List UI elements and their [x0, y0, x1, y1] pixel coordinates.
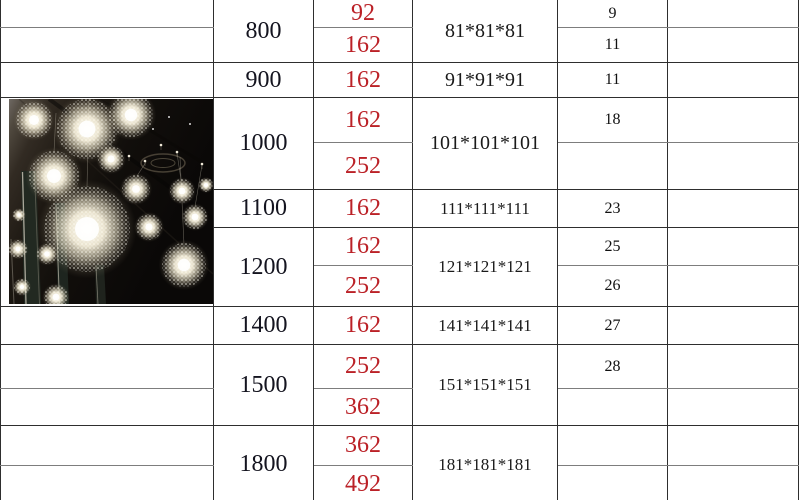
product-photo: [9, 99, 213, 304]
chandelier-photo-graphic: [9, 99, 213, 304]
table-row: [1, 389, 799, 426]
dimension-cell: 141*141*141: [413, 307, 558, 345]
empty-cell: [668, 28, 799, 63]
size-cell: 1400: [214, 307, 314, 345]
power-cell: 362: [314, 389, 413, 426]
table-row: [1, 0, 799, 28]
count-cell: 18: [558, 98, 668, 143]
power-cell: 162: [314, 63, 413, 98]
size-cell: 900: [214, 63, 314, 98]
count-cell: 25: [558, 228, 668, 266]
power-cell: 162: [314, 98, 413, 143]
size-cell: 1100: [214, 190, 314, 228]
dimension-cell: 101*101*101: [413, 98, 558, 190]
power-cell: 162: [314, 190, 413, 228]
power-cell: 492: [314, 466, 413, 500]
power-cell: 362: [314, 426, 413, 466]
table-row: [1, 466, 799, 500]
count-cell: 27: [558, 307, 668, 345]
count-cell: 11: [558, 28, 668, 63]
dimension-cell: 151*151*151: [413, 345, 558, 426]
power-cell: 162: [314, 28, 413, 63]
dimension-cell: 111*111*111: [413, 190, 558, 228]
dimension-cell: 121*121*121: [413, 228, 558, 307]
empty-cell: [668, 426, 799, 466]
spacer-cell: [1, 63, 214, 98]
count-cell: [558, 466, 668, 500]
empty-cell: [668, 466, 799, 500]
empty-cell: [668, 307, 799, 345]
size-cell: 1000: [214, 98, 314, 190]
photo-cell: [1, 98, 214, 307]
power-cell: 92: [314, 0, 413, 28]
size-cell: 1800: [214, 426, 314, 500]
spacer-cell: [1, 389, 214, 426]
table-row: [1, 426, 799, 466]
empty-cell: [668, 143, 799, 190]
spacer-cell: [1, 28, 214, 63]
empty-cell: [668, 266, 799, 307]
size-cell: 1200: [214, 228, 314, 307]
power-cell: 252: [314, 345, 413, 389]
count-cell: [558, 143, 668, 190]
table-row: [1, 345, 799, 389]
count-cell: 26: [558, 266, 668, 307]
power-cell: 252: [314, 143, 413, 190]
dimension-cell: 91*91*91: [413, 63, 558, 98]
empty-cell: [668, 63, 799, 98]
size-cell: 1500: [214, 345, 314, 426]
empty-cell: [668, 190, 799, 228]
table-row: [1, 63, 799, 98]
size-cell: 800: [214, 0, 314, 63]
empty-cell: [668, 389, 799, 426]
power-cell: 162: [314, 307, 413, 345]
count-cell: 23: [558, 190, 668, 228]
spacer-cell: [1, 0, 214, 28]
empty-cell: [668, 0, 799, 28]
spacer-cell: [1, 466, 214, 500]
count-cell: 9: [558, 0, 668, 28]
dimension-cell: 81*81*81: [413, 0, 558, 63]
count-cell: [558, 426, 668, 466]
count-cell: 11: [558, 63, 668, 98]
power-cell: 162: [314, 228, 413, 266]
dimension-cell: 181*181*181: [413, 426, 558, 500]
spacer-cell: [1, 307, 214, 345]
empty-cell: [668, 228, 799, 266]
count-cell: [558, 389, 668, 426]
power-cell: 252: [314, 266, 413, 307]
table-row: [1, 28, 799, 63]
table-row: [1, 307, 799, 345]
empty-cell: [668, 345, 799, 389]
table-row: [1, 98, 799, 143]
count-cell: 28: [558, 345, 668, 389]
empty-cell: [668, 98, 799, 143]
spacer-cell: [1, 345, 214, 389]
spacer-cell: [1, 426, 214, 466]
